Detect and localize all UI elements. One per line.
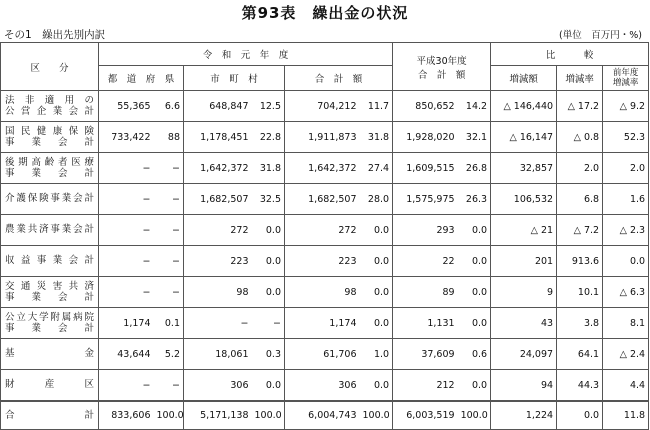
table-cell: 1.6 (603, 184, 649, 215)
table-cell: 0.1 (154, 308, 184, 339)
table-cell: 1,174 (285, 308, 360, 339)
row-label (1, 91, 99, 122)
table-cell: 0.0 (557, 401, 603, 430)
table-cell: 法非適用の (5, 95, 94, 106)
table-cell: − (184, 308, 252, 339)
table-cell: 0.0 (360, 370, 393, 402)
table-cell: 0.0 (603, 246, 649, 277)
table-cell: △ 9.2 (603, 91, 649, 122)
row-label (1, 308, 99, 339)
table-cell: △ 2.3 (603, 215, 649, 246)
table-cell: 18,061 (184, 339, 252, 370)
table-cell: 27.4 (360, 153, 393, 184)
table-cell: 32,857 (491, 153, 557, 184)
row-label: 基 金 (1, 339, 99, 370)
table-cell: 6.6 (154, 91, 184, 122)
table-cell: △ 7.2 (557, 215, 603, 246)
row-label: 収益事業会計 (1, 246, 99, 277)
table-cell: 3.8 (557, 308, 603, 339)
table-cell: 43,644 (99, 339, 154, 370)
table-cell: 0.0 (360, 308, 393, 339)
row-label: 財 産 区 (1, 370, 99, 402)
table-cell: △ 2.4 (603, 339, 649, 370)
table-cell: 国民健康保険 (5, 126, 94, 137)
table-cell: 100.0 (458, 401, 491, 430)
table-cell: 10.1 (557, 277, 603, 308)
table-cell: 0.0 (458, 370, 491, 402)
table-cell: 52.3 (603, 122, 649, 153)
table-cell: 0.0 (252, 370, 285, 402)
table-cell: 6,003,519 (393, 401, 458, 430)
table-cell: 733,422 (99, 122, 154, 153)
header-municipality: 市 町 村 (184, 66, 285, 91)
table-cell: − (99, 246, 154, 277)
unit-note: (単位 百万円・%) (559, 30, 642, 41)
total-row (1, 401, 649, 430)
header-change-rate: 増減率 (557, 66, 603, 91)
table-cell: 5,171,138 (184, 401, 252, 430)
table-cell: △ 0.8 (557, 122, 603, 153)
header-category: 区 分 (1, 43, 99, 91)
table-cell: 293 (393, 215, 458, 246)
table-cell: 1,682,507 (285, 184, 360, 215)
table-cell: 88 (154, 122, 184, 153)
table-subtitle: その1 繰出先別内訳 (4, 29, 106, 41)
header-heisei (393, 43, 491, 91)
table-cell: 106,532 (491, 184, 557, 215)
table-cell: 1,928,020 (393, 122, 458, 153)
table-cell: △ 16,147 (491, 122, 557, 153)
table-cell: 98 (184, 277, 252, 308)
table-row (1, 339, 649, 370)
table-cell: 32.1 (458, 122, 491, 153)
table-row (1, 308, 649, 339)
table-row (1, 91, 649, 122)
table-cell: − (99, 215, 154, 246)
table-cell: − (154, 370, 184, 402)
table-cell: 0.0 (252, 246, 285, 277)
table-cell: 31.8 (252, 153, 285, 184)
table-cell: 98 (285, 277, 360, 308)
table-cell: − (99, 277, 154, 308)
table-cell: 1,642,372 (285, 153, 360, 184)
table-cell: 14.2 (458, 91, 491, 122)
table-cell: 0.0 (360, 215, 393, 246)
table-cell: 89 (393, 277, 458, 308)
table-cell: 1,178,451 (184, 122, 252, 153)
table-cell: 5.2 (154, 339, 184, 370)
table-cell: 1,131 (393, 308, 458, 339)
table-cell: 事業会計 (5, 137, 94, 148)
table-cell: 1,911,873 (285, 122, 360, 153)
row-label (1, 153, 99, 184)
table-cell: − (154, 153, 184, 184)
table-cell: 212 (393, 370, 458, 402)
table-cell: 37,609 (393, 339, 458, 370)
table-cell: 223 (184, 246, 252, 277)
table-cell: 12.5 (252, 91, 285, 122)
table-cell: 306 (184, 370, 252, 402)
table-cell: − (99, 184, 154, 215)
table-cell: − (154, 277, 184, 308)
table-row (1, 215, 649, 246)
table-cell: 6.8 (557, 184, 603, 215)
table-cell: 648,847 (184, 91, 252, 122)
table-cell: 1,174 (99, 308, 154, 339)
table-cell: 94 (491, 370, 557, 402)
table-cell: 事業会計 (5, 168, 94, 179)
table-cell: △ 21 (491, 215, 557, 246)
table-cell: 0.0 (360, 246, 393, 277)
total-label: 合 計 (1, 401, 99, 430)
header-reiwa: 令 和 元 年 度 (99, 43, 393, 66)
table-cell: 11.8 (603, 401, 649, 430)
table-cell: − (99, 370, 154, 402)
table-cell: 32.5 (252, 184, 285, 215)
outflow-table (0, 42, 649, 430)
table-cell: 833,606 (99, 401, 154, 430)
table-cell: 0.3 (252, 339, 285, 370)
table-cell: 28.0 (360, 184, 393, 215)
table-cell: 6,004,743 (285, 401, 360, 430)
table-cell: 0.0 (458, 246, 491, 277)
table-cell: 事業会計 (5, 292, 94, 303)
table-cell: 100.0 (154, 401, 184, 430)
header-heisei-line2: 合 計 額 (417, 69, 466, 81)
table-cell: 0.0 (458, 215, 491, 246)
table-cell: 704,212 (285, 91, 360, 122)
table-row (1, 184, 649, 215)
table-cell: 272 (184, 215, 252, 246)
table-cell: 850,652 (393, 91, 458, 122)
header-comparison: 比 較 (491, 43, 649, 66)
table-row (1, 122, 649, 153)
table-cell: 2.0 (603, 153, 649, 184)
table-cell: 公営企業会計 (5, 106, 94, 117)
table-cell: 2.0 (557, 153, 603, 184)
table-cell: 100.0 (360, 401, 393, 430)
table-cell: 後期高齢者医療 (5, 157, 94, 168)
table-cell: 事業会計 (5, 323, 94, 334)
table-cell: 100.0 (252, 401, 285, 430)
table-cell: − (154, 215, 184, 246)
header-total-amount: 合 計 額 (285, 66, 393, 91)
table-cell: 26.8 (458, 153, 491, 184)
table-cell: − (99, 153, 154, 184)
table-cell: 0.0 (458, 277, 491, 308)
table-cell: 24,097 (491, 339, 557, 370)
table-row (1, 370, 649, 402)
table-cell: − (154, 246, 184, 277)
table-cell: 1,642,372 (184, 153, 252, 184)
table-cell: 8.1 (603, 308, 649, 339)
table-row (1, 246, 649, 277)
table-cell: 913.6 (557, 246, 603, 277)
page-title: 第93表 繰出金の状況 (241, 4, 409, 22)
table-cell: △ 17.2 (557, 91, 603, 122)
table-row (1, 153, 649, 184)
table-cell: 201 (491, 246, 557, 277)
table-cell: 1,609,515 (393, 153, 458, 184)
table-cell: 31.8 (360, 122, 393, 153)
table-cell: 26.3 (458, 184, 491, 215)
table-cell: 43 (491, 308, 557, 339)
table-cell: 44.3 (557, 370, 603, 402)
table-cell: 1,224 (491, 401, 557, 430)
table-cell: 306 (285, 370, 360, 402)
table-cell: 公立大学附属病院 (5, 312, 94, 323)
header-prev-rate (603, 66, 649, 91)
header-prev-rate-line1: 前年度 (612, 68, 639, 78)
table-cell: 61,706 (285, 339, 360, 370)
row-label (1, 277, 99, 308)
table-cell: 64.1 (557, 339, 603, 370)
row-label (1, 122, 99, 153)
table-cell: 22.8 (252, 122, 285, 153)
table-cell: 交通災害共済 (5, 281, 94, 292)
header-prefecture: 都 道 府 県 (99, 66, 184, 91)
table-cell: 272 (285, 215, 360, 246)
table-cell: 0.6 (458, 339, 491, 370)
table-cell: 55,365 (99, 91, 154, 122)
table-cell: △ 146,440 (491, 91, 557, 122)
header-prev-rate-line2: 増減率 (612, 78, 639, 88)
table-cell: − (154, 184, 184, 215)
table-cell: △ 6.3 (603, 277, 649, 308)
table-cell: 4.4 (603, 370, 649, 402)
table-cell: 1,682,507 (184, 184, 252, 215)
row-label: 介護保険事業会計 (1, 184, 99, 215)
table-cell: 1.0 (360, 339, 393, 370)
header-heisei-line1: 平成30年度 (416, 55, 467, 67)
table-cell: 0.0 (458, 308, 491, 339)
header-change-amount: 増減額 (491, 66, 557, 91)
row-label: 農業共済事業会計 (1, 215, 99, 246)
table-cell: 1,575,975 (393, 184, 458, 215)
table-cell: 223 (285, 246, 360, 277)
table-cell: 0.0 (252, 277, 285, 308)
table-row (1, 277, 649, 308)
table-cell: 11.7 (360, 91, 393, 122)
table-cell: 22 (393, 246, 458, 277)
table-cell: 0.0 (360, 277, 393, 308)
table-cell: 9 (491, 277, 557, 308)
table-cell: − (252, 308, 285, 339)
table-cell: 0.0 (252, 215, 285, 246)
